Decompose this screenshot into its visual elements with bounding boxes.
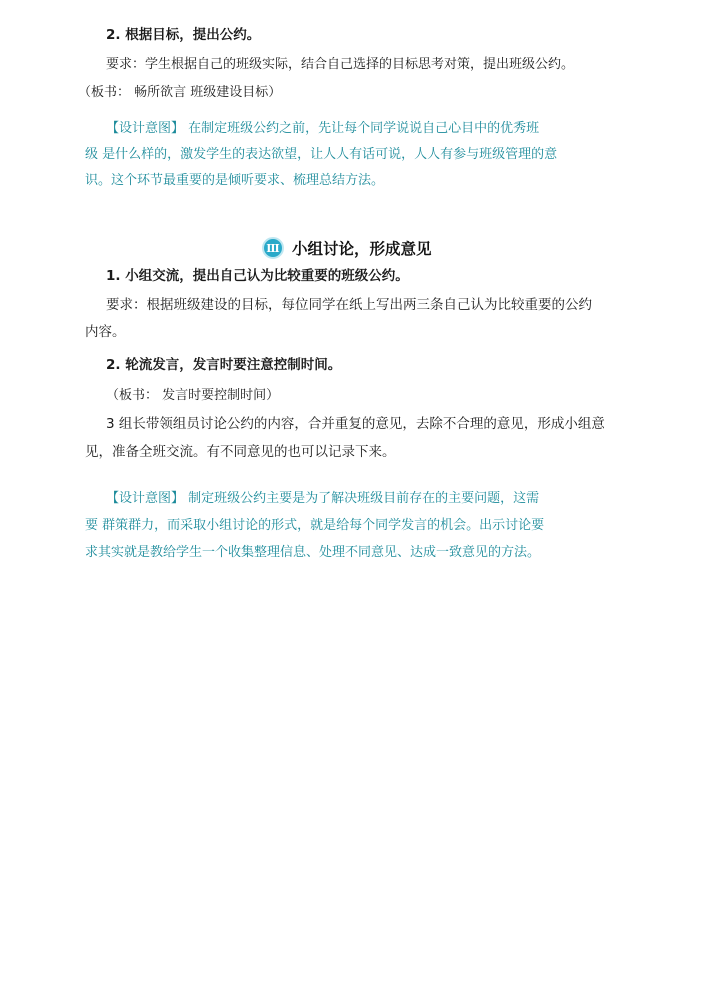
design-intent-1-line2: 级 是什么样的，激发学生的表达欲望，让人人有话可说，人人有参与班级管理的意 — [85, 147, 558, 162]
design-intent-2-line1 — [106, 490, 539, 508]
design-intent-2-text1: 制定班级公约主要是为了解决班级目前存在的主要问题，这需 — [184, 491, 540, 506]
section-3-heading — [262, 236, 432, 260]
goal-heading: 2. 根据目标，提出公约。 — [106, 27, 261, 43]
design-intent-2-line3: 求其实就是教给学生一个收集整理信息、处理不同意见、达成一致意见的方法。 — [85, 545, 541, 560]
design-intent-1-line3: 识。这个环节最重要的是倾听要求、梳理总结方法。 — [85, 173, 385, 188]
item1-title: 1. 小组交流，提出自己认为比较重要的班级公约。 — [106, 268, 409, 284]
item2-text-line2: 见，准备全班交流。有不同意见的也可以记录下来。 — [85, 444, 396, 460]
item2-text-line1: 3 组长带领组员讨论公约的内容，合并重复的意见，去除不合理的意见，形成小组意 — [106, 416, 605, 432]
design-intent-2-label: 【设计意图】 — [106, 491, 185, 506]
goal-requirement: 要求：学生根据自己的班级实际，结合自己选择的目标思考对策，提出班级公约。 — [106, 57, 575, 72]
section-number-badge: Ⅲ — [262, 237, 284, 259]
section-3-title: 小组讨论，形成意见 — [292, 240, 432, 258]
item2-board: （板书： 发言时要控制时间） — [106, 388, 280, 403]
item1-req-line2: 内容。 — [85, 324, 126, 340]
design-intent-2-line2: 要 群策群力，而采取小组讨论的形式，就是给每个同学发言的机会。出示讨论要 — [85, 518, 545, 533]
item2-title: 2. 轮流发言，发言时要注意控制时间。 — [106, 357, 342, 373]
design-intent-1-line1 — [106, 120, 539, 138]
item1-req-line1: 要求：根据班级建设的目标，每位同学在纸上写出两三条自己认为比较重要的公约 — [106, 297, 592, 313]
design-intent-1-label: 【设计意图】 — [106, 121, 185, 136]
design-intent-1-text1: 在制定班级公约之前，先让每个同学说说自己心目中的优秀班 — [184, 121, 540, 136]
goal-board: （板书： 畅所欲言 班级建设目标） — [78, 85, 282, 100]
